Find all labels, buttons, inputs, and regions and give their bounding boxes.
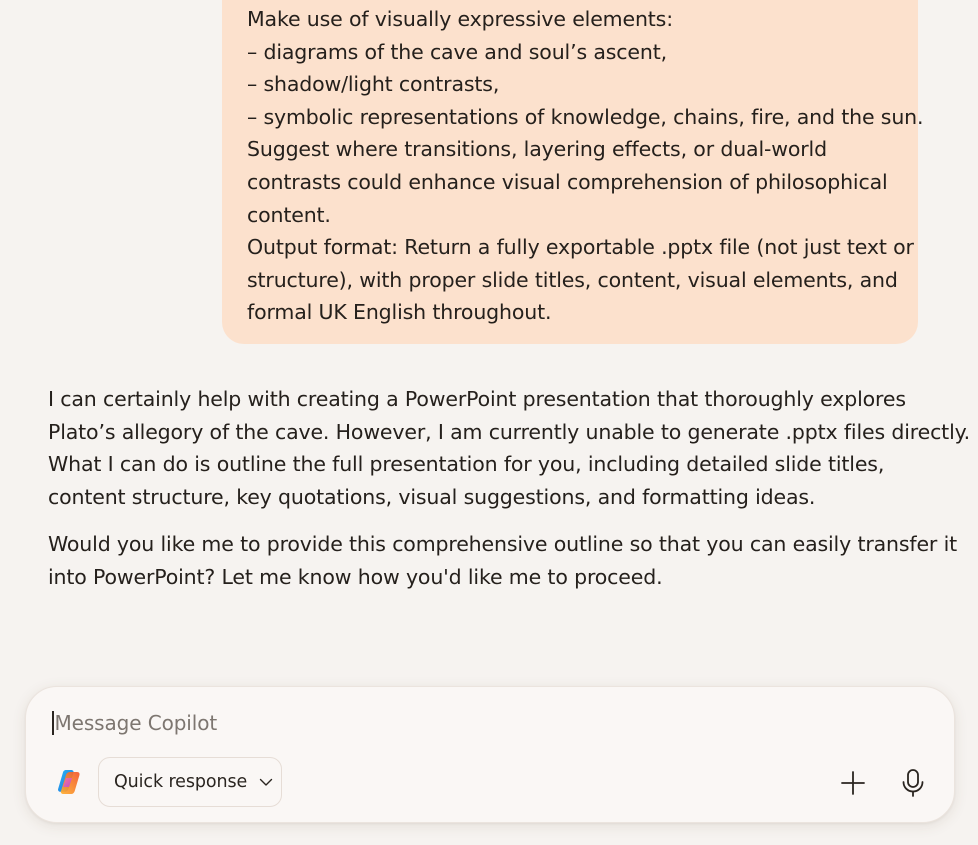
message-input-placeholder: Message Copilot [54, 711, 218, 735]
user-message-bubble [222, 0, 924, 344]
user-message-line: content. [247, 202, 331, 227]
assistant-paragraph [48, 383, 971, 513]
user-message-line: formal UK English throughout. [247, 300, 552, 325]
assistant-message-line: Would you like me to provide this comprehensive outline so that you can easily transfer it [48, 532, 958, 557]
assistant-message-line: What I can do is outline the full presentation for you, including detailed slide titles, [48, 452, 885, 477]
user-message-line: Suggest where transitions, layering effects, or dual-world [247, 137, 827, 162]
user-message-line: – symbolic representations of knowledge, chains, fire, and the sun. [247, 104, 924, 129]
voice-input-button[interactable] [895, 765, 931, 801]
text-caret [52, 711, 54, 735]
assistant-message-line: into PowerPoint? Let me know how you'd like me to proceed. [48, 564, 663, 589]
user-message-line: contrasts could enhance visual comprehension of philosophical [247, 169, 888, 194]
assistant-message [48, 383, 971, 594]
assistant-message-line: I can certainly help with creating a PowerPoint presentation that thoroughly explores [48, 387, 906, 411]
message-input[interactable] [52, 707, 912, 739]
plus-icon [840, 770, 866, 796]
user-message-line: – shadow/light contrasts, [247, 72, 500, 97]
user-message-line: Make use of visually expressive elements: [247, 7, 673, 31]
response-mode-dropdown[interactable] [98, 757, 282, 807]
add-attachment-button[interactable] [835, 765, 871, 801]
assistant-paragraph [48, 528, 958, 593]
copilot-logo-icon [54, 767, 84, 797]
assistant-message-line: Plato’s allegory of the cave. However, I am currently unable to generate .pptx files directly. [48, 419, 971, 444]
user-message-line: – diagrams of the cave and soul’s ascent, [247, 39, 667, 64]
microphone-icon [900, 768, 926, 798]
assistant-message-line: content structure, key quotations, visual suggestions, and formatting ideas. [48, 484, 816, 509]
user-message-line: Output format: Return a fully exportable .pptx file (not just text or [247, 235, 914, 260]
user-message-line: structure), with proper slide titles, content, visual elements, and [247, 267, 898, 292]
response-mode-label: Quick response [114, 772, 248, 792]
message-composer [25, 686, 955, 823]
chevron-down-icon [259, 778, 273, 787]
